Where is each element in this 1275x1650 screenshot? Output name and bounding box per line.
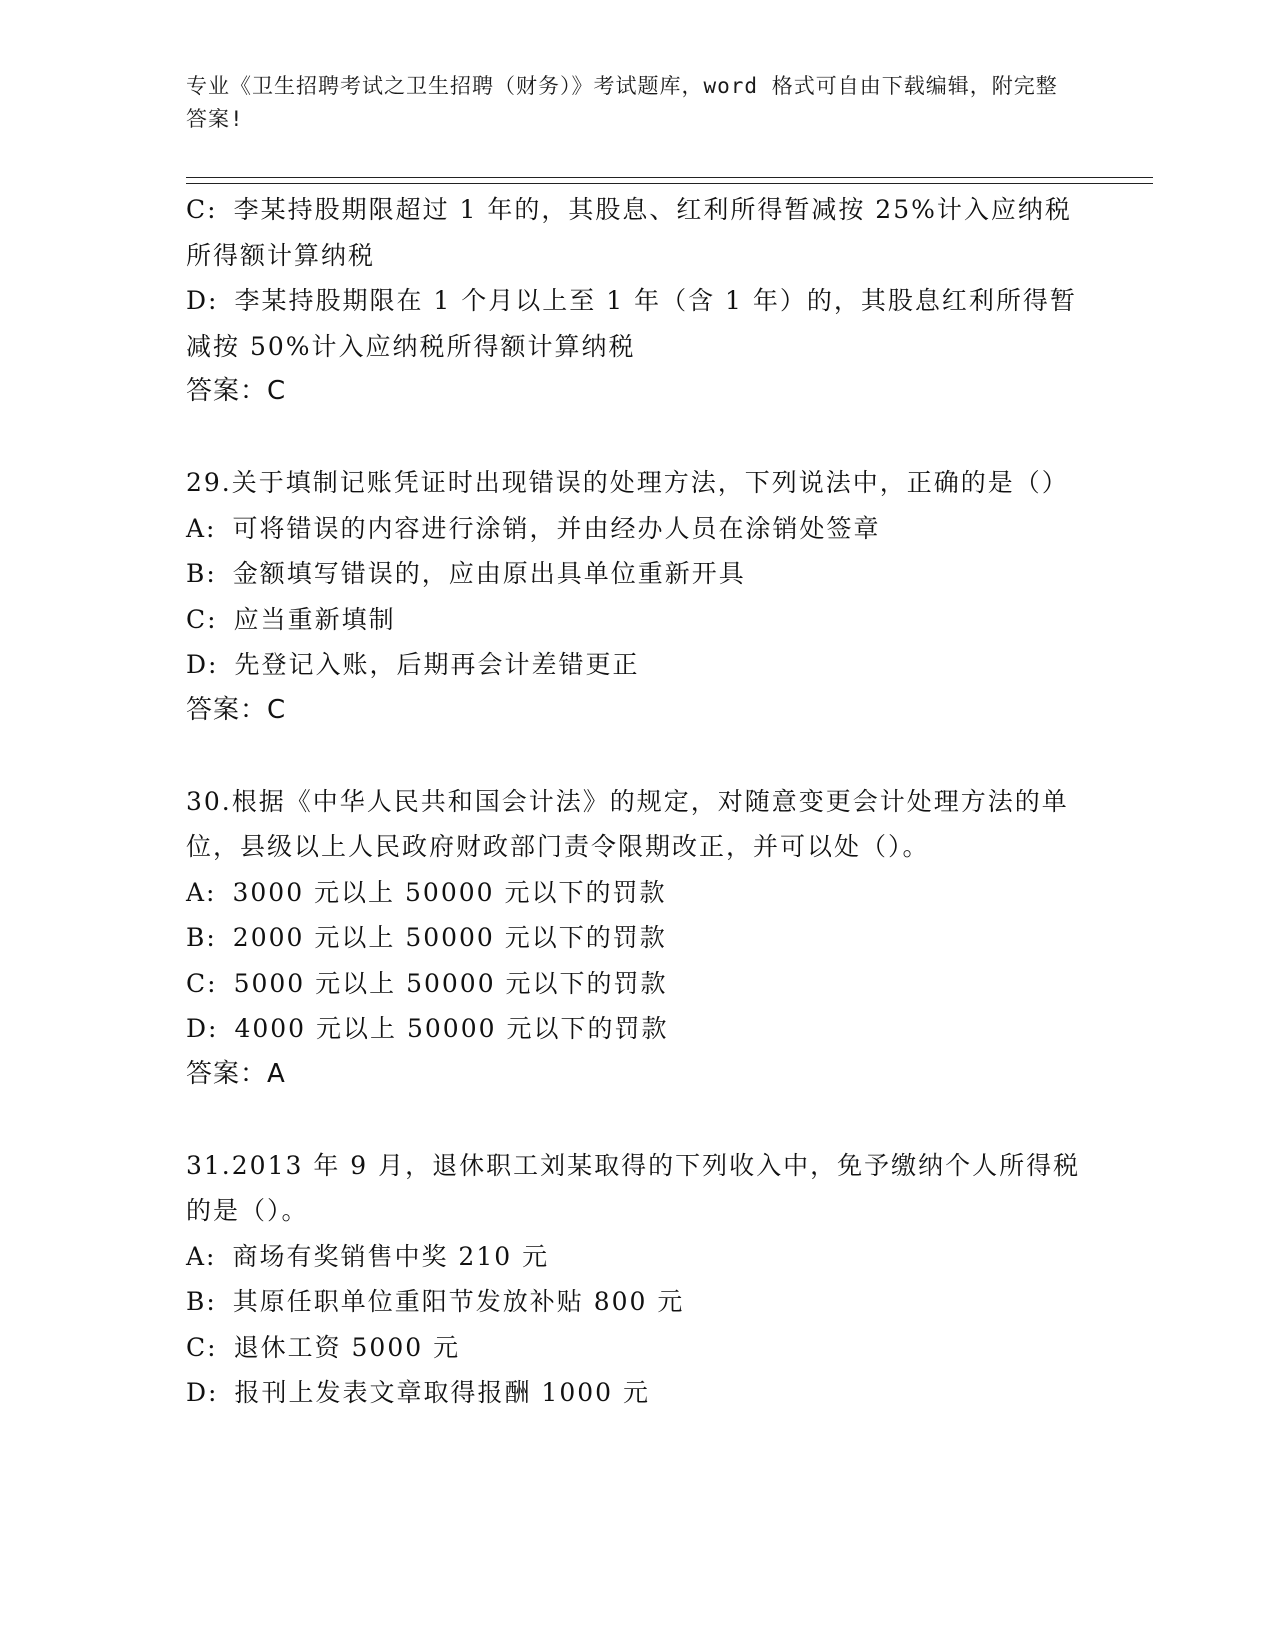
option-text: 其原任职单位重阳节发放补贴 800 元	[232, 1287, 685, 1316]
option-d	[186, 1370, 1081, 1416]
option-text: 5000 元以上 50000 元以下的罚款	[233, 968, 668, 998]
option-text: 3000 元以上 50000 元以下的罚款	[232, 877, 667, 907]
option-label: D:	[186, 1014, 219, 1043]
option-label: A:	[186, 877, 217, 907]
question-31	[186, 1143, 1081, 1416]
option-text: 报刊上发表文章取得报酬 1000 元	[234, 1378, 650, 1407]
header-text: 专业《卫生招聘考试之卫生招聘（财务）》考试题库，word 格式可自由下载编辑，附完整答案!	[186, 74, 1058, 131]
option-c	[186, 1325, 1081, 1371]
option-label: A:	[186, 1241, 217, 1271]
option-b	[186, 915, 1081, 961]
option-b	[186, 551, 1081, 597]
option-a	[186, 1234, 1081, 1280]
option-label: A:	[186, 513, 217, 543]
option-text: 可将错误的内容进行涂销，并由经办人员在涂销处签章	[232, 513, 881, 543]
option-d	[186, 642, 1081, 688]
answer-line: 答案：A	[186, 1058, 286, 1089]
question-stem: 31.2013 年 9 月，退休职工刘某取得的下列收入中，免予缴纳个人所得税的是（）。	[186, 1150, 1081, 1225]
option-label: B:	[186, 1287, 217, 1316]
option-text: 李某持股期限超过 1 年的，其股息、红利所得暂减按 25%计入应纳税所得额计算纳税	[186, 195, 1072, 270]
question-30	[186, 779, 1081, 1098]
option-text: 2000 元以上 50000 元以下的罚款	[232, 923, 667, 952]
option-label: C:	[186, 1332, 218, 1362]
option-b	[186, 1279, 1081, 1325]
option-text: 先登记入账，后期再会计差错更正	[234, 650, 640, 679]
option-text: 商场有奖销售中奖 210 元	[232, 1241, 550, 1271]
question-stem: 30.根据《中华人民共和国会计法》的规定，对随意变更会计处理方法的单位，县级以上人民政府财政部门责令限期改正，并可以处（）。	[186, 786, 1069, 861]
header-rule-bottom	[186, 183, 1153, 184]
document-body	[186, 187, 1081, 1416]
option-label: C:	[186, 604, 218, 634]
option-text: 李某持股期限在 1 个月以上至 1 年（含 1 年）的，其股息红利所得暂减按 50%计入应纳税所得额计算纳税	[186, 286, 1077, 361]
option-text: 应当重新填制	[233, 604, 396, 634]
option-text: 4000 元以上 50000 元以下的罚款	[234, 1014, 669, 1043]
option-label: B:	[186, 559, 217, 588]
option-label: C:	[186, 195, 218, 224]
option-text: 金额填写错误的，应由原出具单位重新开具	[232, 559, 746, 588]
option-label: D:	[186, 650, 219, 679]
option-a	[186, 870, 1081, 916]
option-label: C:	[186, 968, 218, 998]
option-label: D:	[186, 1378, 219, 1407]
answer-line: 答案：C	[186, 376, 287, 406]
answer-line: 答案：C	[186, 694, 287, 725]
option-c	[186, 961, 1081, 1007]
question-28-continued	[186, 187, 1081, 415]
option-c	[186, 597, 1081, 643]
header-rule-top	[186, 177, 1153, 178]
option-a	[186, 506, 1081, 552]
option-label: D:	[186, 286, 219, 315]
question-stem: 29.关于填制记账凭证时出现错误的处理方法，下列说法中，正确的是（）	[186, 468, 1069, 497]
option-d	[186, 278, 1081, 369]
question-29	[186, 460, 1081, 733]
option-c	[186, 187, 1081, 278]
option-text: 退休工资 5000 元	[233, 1332, 461, 1362]
option-label: B:	[186, 923, 217, 952]
document-header	[186, 70, 1076, 136]
option-d	[186, 1006, 1081, 1052]
